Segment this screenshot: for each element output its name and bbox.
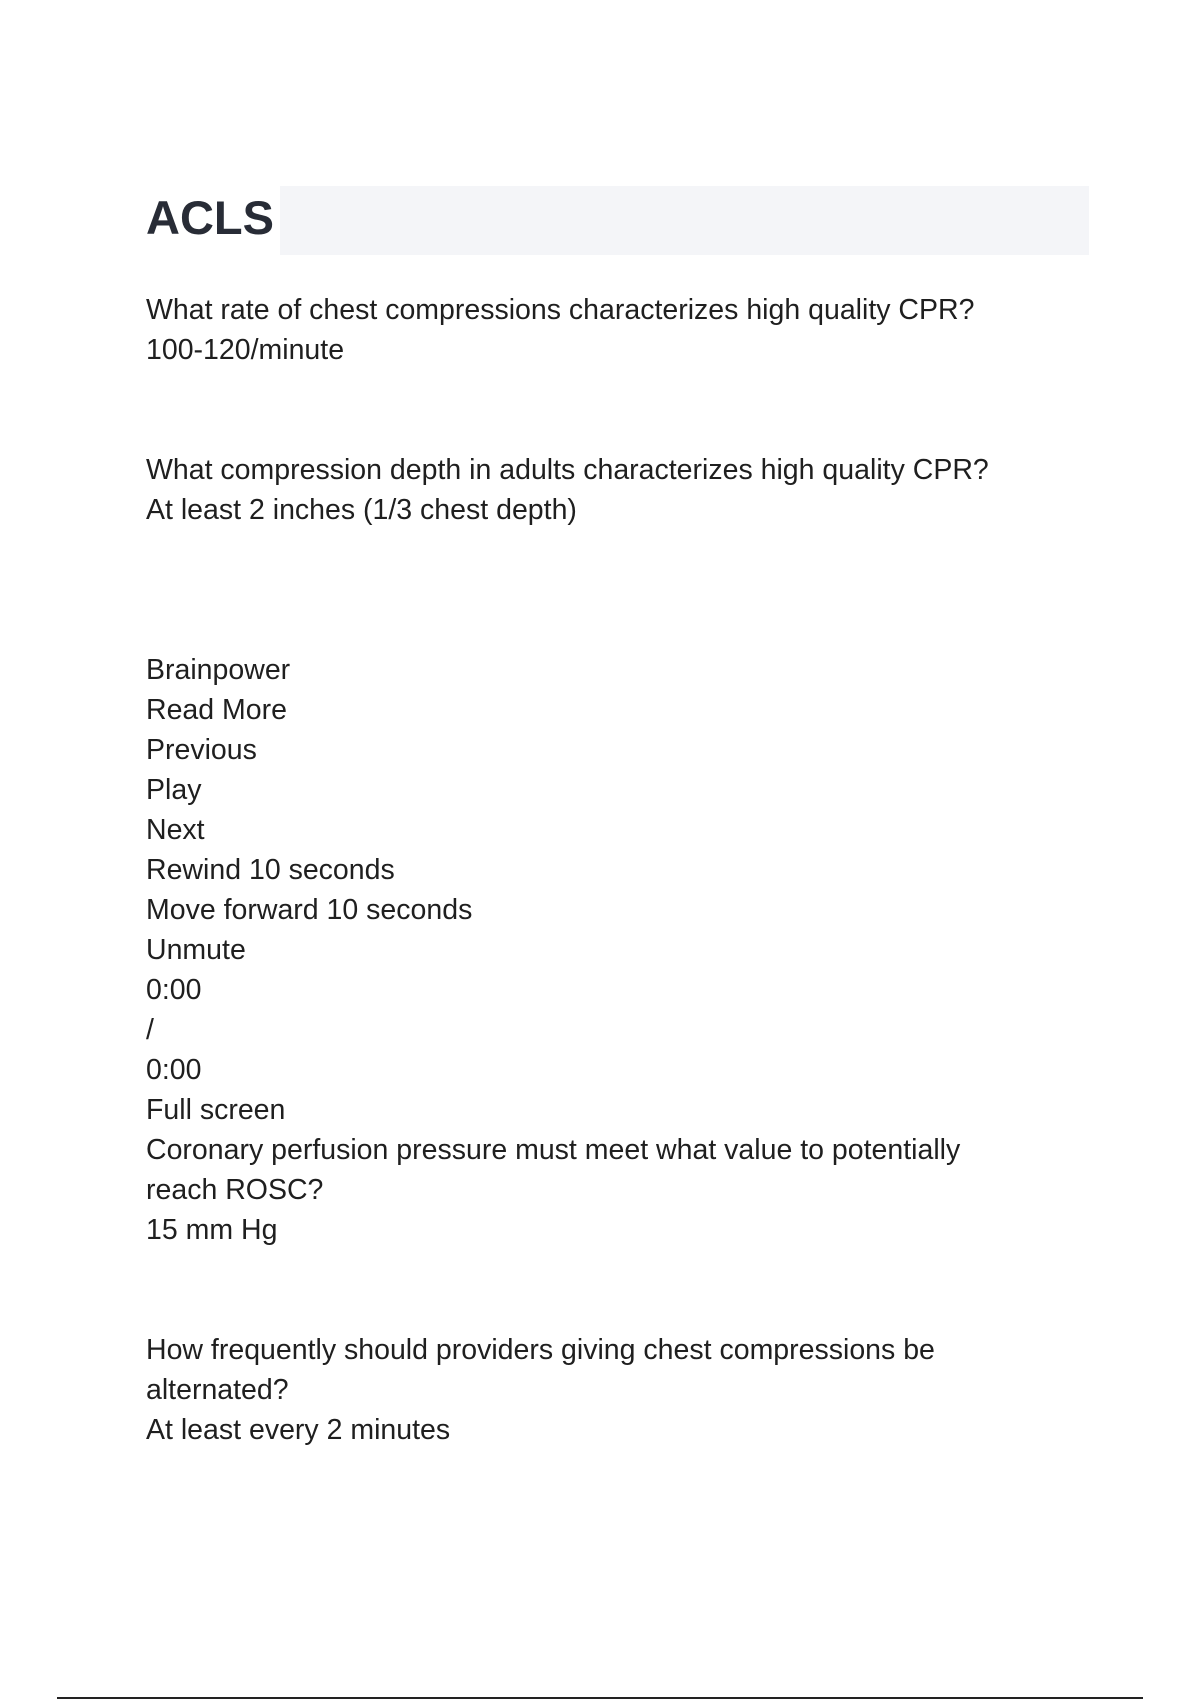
qa-block-2 bbox=[146, 450, 1086, 530]
question: What rate of chest compressions characterizes high quality CPR? bbox=[146, 294, 975, 326]
play-button[interactable]: Play bbox=[146, 774, 202, 806]
question: alternated? bbox=[146, 1374, 289, 1406]
read-more-link[interactable]: Read More bbox=[146, 694, 287, 726]
footer-divider bbox=[57, 1697, 1143, 1699]
current-time: 0:00 bbox=[146, 974, 202, 1006]
question: How frequently should providers giving chest compressions be bbox=[146, 1334, 935, 1366]
video-player-controls bbox=[146, 650, 1086, 1250]
forward-button[interactable]: Move forward 10 seconds bbox=[146, 894, 473, 926]
answer: 15 mm Hg bbox=[146, 1214, 278, 1246]
title-banner bbox=[146, 186, 1089, 255]
duration: 0:00 bbox=[146, 1054, 202, 1086]
time-separator: / bbox=[146, 1014, 154, 1046]
answer: 100-120/minute bbox=[146, 334, 345, 366]
question: Coronary perfusion pressure must meet what value to potentially bbox=[146, 1134, 961, 1166]
answer: At least every 2 minutes bbox=[146, 1414, 451, 1446]
previous-button[interactable]: Previous bbox=[146, 734, 257, 766]
unmute-button[interactable]: Unmute bbox=[146, 934, 246, 966]
qa-block-4 bbox=[146, 1330, 1086, 1450]
fullscreen-button[interactable]: Full screen bbox=[146, 1094, 286, 1126]
rewind-button[interactable]: Rewind 10 seconds bbox=[146, 854, 395, 886]
question: What compression depth in adults characterizes high quality CPR? bbox=[146, 454, 989, 486]
answer: At least 2 inches (1/3 chest depth) bbox=[146, 494, 577, 526]
question: reach ROSC? bbox=[146, 1174, 324, 1206]
next-button[interactable]: Next bbox=[146, 814, 205, 846]
player-brand: Brainpower bbox=[146, 654, 291, 686]
qa-block-1 bbox=[146, 290, 1086, 370]
page-title: ACLS bbox=[146, 186, 280, 255]
